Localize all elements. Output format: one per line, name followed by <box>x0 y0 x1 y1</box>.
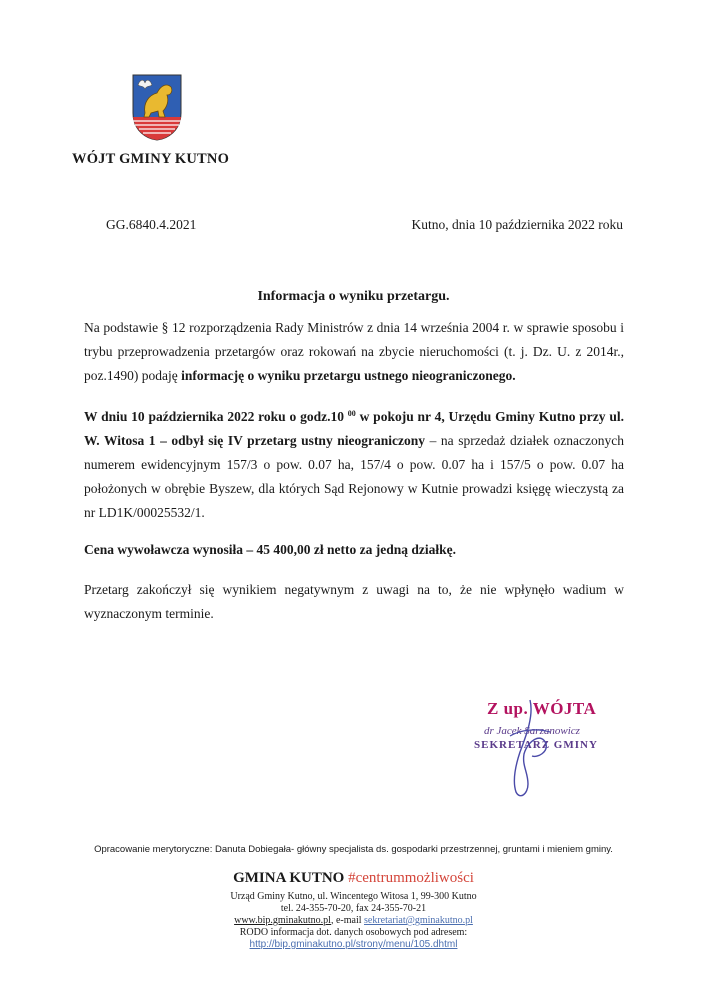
handwritten-signature-icon <box>490 696 570 806</box>
footer-address: Urząd Gminy Kutno, ul. Wincentego Witosa 1, 99-300 Kutno <box>230 891 477 902</box>
paragraph-legal-basis: Na podstawie § 12 rozporządzenia Rady Ministrów z dnia 14 września 2004 r. w sprawie sposobu i trybu przeprowadzenia przetargów oraz rokowań na zbycie nieruchomości (t. j. Dz. U. z 2014r., poz.1490) podaję informację o wyniku przetargu ustnego nieograniczonego. <box>84 320 624 383</box>
paragraph-auction-details: W dniu 10 października 2022 roku o godz.10 $^{00}$ w pokoju nr 4, Urzędu Gminy Kutno przy ul. W. Witosa 1 – odbył się IV przetarg ustny nieograniczony – na sprzedaż działek oznaczonych numerem ewidencyjnym 157/3 o pow. 0.07 ha, 157/4 o pow. 0.07 ha i 157/5 o pow. 0.07 ha położonych w obrębie Byszew, dla których Sąd Rejonowy w Kutnie prowadzi księgę wieczystą za nr LD1K/00025532/1. <box>84 409 624 520</box>
rodo-link[interactable]: http://bip.gminakutno.pl/strony/menu/105.dhtml <box>249 939 458 950</box>
organization-heading: WÓJT GMINY KUTNO <box>72 151 230 167</box>
rodo-info: RODO informacja dot. danych osobowych pod adresem: <box>239 927 468 938</box>
reference-number: GG.6840.4.2021 <box>106 217 197 232</box>
coat-of-arms-icon <box>131 73 183 141</box>
paragraph-starting-price: Cena wywoławcza wynosiła – 45 400,00 zł netto za jedną działkę. <box>84 542 456 557</box>
signature-role: SEKRETARZ GMINY <box>474 739 598 751</box>
footer-brand: GMINA KUTNO #centrummożliwości <box>233 870 474 886</box>
footer-phone: tel. 24-355-70-20, fax 24-355-70-21 <box>280 903 427 914</box>
website-link[interactable]: www.bip.gminakutno.pl <box>234 915 331 926</box>
footer-contacts: www.bip.gminakutno.pl, e-mail sekretariat@gminakutno.pl <box>234 915 473 926</box>
document-date: Kutno, dnia 10 października 2022 roku <box>411 217 623 232</box>
signature-title: Z up. WÓJTA <box>487 699 597 718</box>
document-title: Informacja o wyniku przetargu. <box>257 289 450 304</box>
rodo-link-row <box>0 939 707 951</box>
signature-name: dr Jacek Sarzanowicz <box>484 725 580 737</box>
paragraph-result: Przetarg zakończył się wynikiem negatywnym z uwagi na to, że nie wpłynęło wadium w wyznaczonym terminie. <box>84 582 624 621</box>
email-link[interactable]: sekretariat@gminakutno.pl <box>364 915 473 926</box>
prepared-by-note: Opracowanie merytoryczne: Danuta Dobiegała- główny specjalista ds. gospodarki przestrzennej, gruntami i mieniem gminy. <box>94 844 613 855</box>
